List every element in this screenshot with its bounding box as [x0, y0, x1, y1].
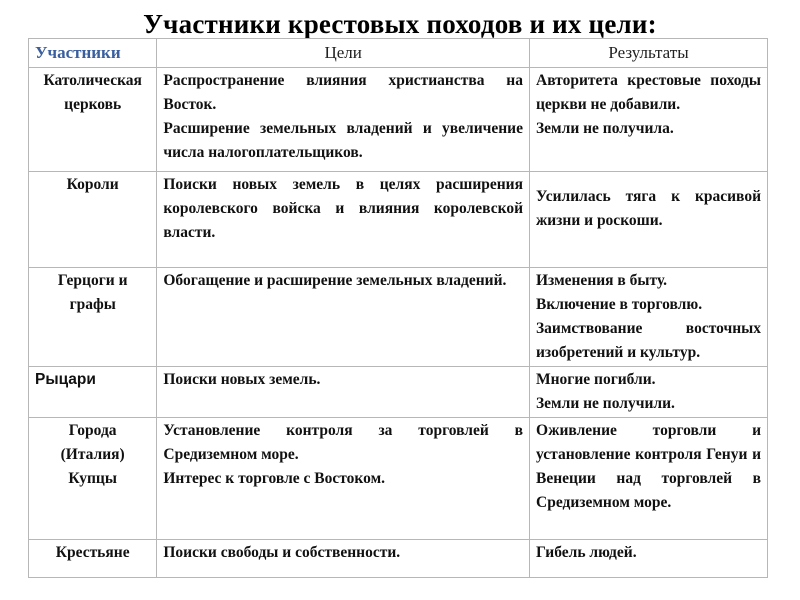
participant-line: Рыцари: [35, 371, 96, 388]
results-cell: [530, 68, 768, 172]
participant-line: Города: [68, 422, 117, 439]
result-text: Земли не получила.: [536, 120, 674, 137]
goal-text: Интерес к торговле с Востоком.: [163, 470, 386, 487]
goal-text: Расширение земельных владений и увеличение числа налогоплательщиков.: [163, 120, 523, 161]
goal-text: Распространение влияния христианства на Восток.: [163, 72, 523, 113]
goals-cell: [157, 172, 530, 268]
goals-cell: [157, 68, 530, 172]
header-results: Результаты: [530, 39, 768, 68]
results-cell: [530, 367, 768, 418]
result-text: Гибель людей.: [536, 544, 637, 561]
crusades-table: [28, 38, 768, 578]
goals-cell: [157, 367, 530, 418]
participant-cell: [29, 418, 157, 540]
result-text: Оживление торговли и установление контроля Генуи и Венеции над торговлей в Средиземном море.: [536, 422, 761, 511]
participant-line: церковь: [64, 96, 122, 113]
goals-cell: [157, 540, 530, 578]
participant-line: Крестьяне: [55, 544, 130, 561]
results-cell: [530, 540, 768, 578]
participant-cell: [29, 68, 157, 172]
goal-text: Установление контроля за торговлей в Средиземном море.: [163, 422, 523, 463]
table-row: [29, 540, 768, 578]
goals-cell: [157, 268, 530, 367]
participant-line: Короли: [66, 176, 119, 193]
page-title: Участники крестовых походов и их цели:: [143, 9, 657, 39]
result-text: Изменения в быту.: [536, 272, 668, 289]
table-row: [29, 367, 768, 418]
header-participants: Участники: [29, 39, 157, 68]
participant-line: (Италия): [60, 446, 125, 463]
participant-cell: [29, 540, 157, 578]
result-text: Включение в торговлю.: [536, 296, 703, 313]
participant-line: Герцоги и: [57, 272, 128, 289]
participant-line: Купцы: [68, 470, 117, 487]
table-row: [29, 68, 768, 172]
goals-cell: [157, 418, 530, 540]
participant-cell: [29, 268, 157, 367]
table-row: [29, 268, 768, 367]
goal-text: Поиски новых земель в целях расширения королевского войска и влияния королевской власти.: [163, 176, 523, 241]
participant-line: графы: [69, 296, 116, 313]
goal-text: Обогащение и расширение земельных владений.: [163, 272, 507, 289]
header-goals: Цели: [157, 39, 530, 68]
result-text: Многие погибли.: [536, 371, 656, 388]
result-text: Авторитета крестовые походы церкви не добавили.: [536, 72, 761, 113]
goal-text: Поиски новых земель.: [163, 371, 321, 388]
result-text: Земли не получили.: [536, 395, 675, 412]
table-row: [29, 172, 768, 268]
results-cell: [530, 418, 768, 540]
participant-cell: [29, 172, 157, 268]
table-header-row: [29, 39, 768, 68]
results-cell: [530, 172, 768, 268]
result-text: Заимствование восточных изобретений и культур.: [536, 320, 761, 361]
table-row: [29, 418, 768, 540]
goal-text: Поиски свободы и собственности.: [163, 544, 401, 561]
result-text: Усилилась тяга к красивой жизни и роскоши.: [536, 188, 761, 229]
participant-line: Католическая: [43, 72, 142, 89]
results-cell: [530, 268, 768, 367]
participant-cell: [29, 367, 157, 418]
